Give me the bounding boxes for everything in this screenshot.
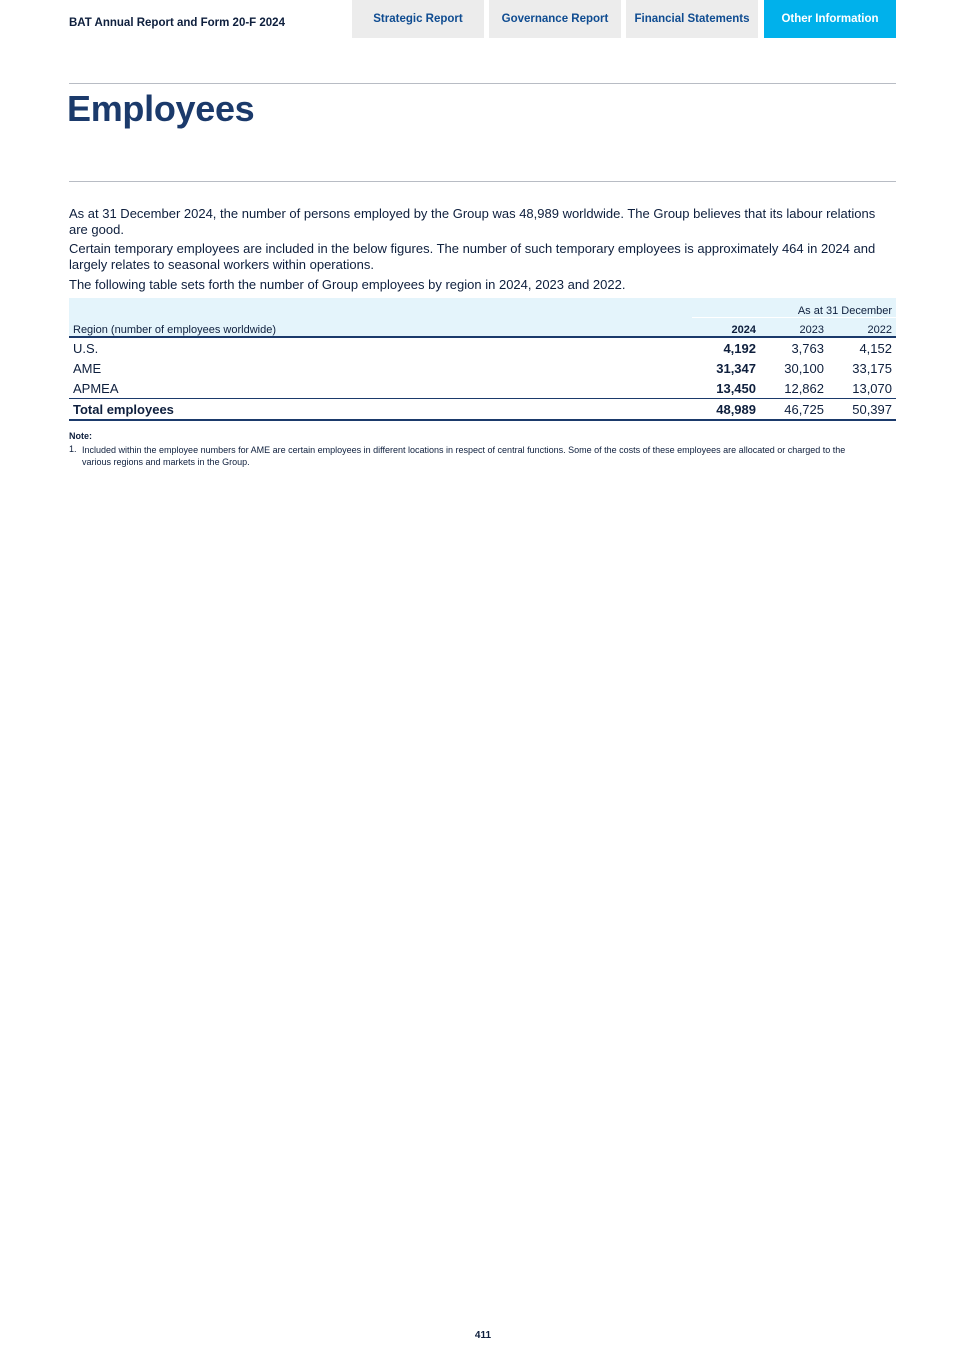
- region-column-header: Region (number of employees worldwide): [69, 318, 692, 338]
- table-header-row: [69, 318, 896, 338]
- total-2024: 48,989: [692, 399, 760, 421]
- value-2022: 33,175: [852, 360, 892, 376]
- page-title: Employees: [67, 88, 255, 129]
- year-header-2024: 2024: [692, 318, 760, 338]
- title-top-divider: [69, 83, 896, 84]
- value-2023: 12,862: [784, 380, 824, 396]
- note-text: Included within the employee numbers for AME are certain employees in different locations in respect of central functions. Some of the costs of these employees are allocated or charged to the various regions and markets in the Group.: [82, 445, 846, 467]
- value-2024: 31,347: [716, 360, 756, 376]
- note-heading: Note:: [69, 431, 92, 441]
- paragraph-table-intro: The following table sets forth the number of Group employees by region in 2024, 2023 and 2022.: [69, 277, 626, 292]
- tab-governance-report[interactable]: Governance Report: [489, 0, 621, 38]
- tab-financial-statements[interactable]: Financial Statements: [626, 0, 758, 38]
- year-header-2023: 2023: [760, 318, 828, 338]
- value-2022: 13,070: [852, 380, 892, 396]
- value-2024: 13,450: [716, 380, 756, 396]
- value-2023: 30,100: [784, 360, 824, 376]
- note-number: 1.: [69, 444, 77, 454]
- page-number: 411: [474, 1330, 492, 1341]
- tab-other-information[interactable]: Other Information: [764, 0, 896, 38]
- paragraph-temporary-employees: Certain temporary employees are included in the below figures. The number of such temporary employees is approximately 464 in 2024 and largely relates to seasonal workers within operations.: [69, 241, 876, 272]
- region-label: AME: [73, 360, 102, 376]
- table-row-apmea: [69, 378, 896, 399]
- total-label: Total employees: [69, 399, 692, 421]
- value-2023: 3,763: [791, 340, 824, 356]
- document-title: BAT Annual Report and Form 20-F 2024: [69, 17, 285, 29]
- as-at-header: As at 31 December: [692, 298, 896, 318]
- tab-strategic-report[interactable]: Strategic Report: [352, 0, 484, 38]
- total-2022: 50,397: [828, 399, 896, 421]
- table-row-total: [69, 399, 896, 421]
- table-super-header-row: [69, 298, 896, 318]
- year-header-2022: 2022: [828, 318, 896, 338]
- table-row-us: [69, 337, 896, 358]
- value-2024: 4,192: [723, 340, 756, 356]
- employees-by-region-table: [69, 298, 896, 421]
- title-bottom-divider: [69, 181, 896, 182]
- region-label: APMEA: [73, 380, 119, 396]
- paragraph-employee-count: As at 31 December 2024, the number of persons employed by the Group was 48,989 worldwide. The Group believes that its labour relations are good.: [69, 206, 876, 237]
- value-2022: 4,152: [859, 340, 892, 356]
- total-2023: 46,725: [760, 399, 828, 421]
- region-label: U.S.: [73, 340, 99, 356]
- table-row-ame: [69, 358, 896, 378]
